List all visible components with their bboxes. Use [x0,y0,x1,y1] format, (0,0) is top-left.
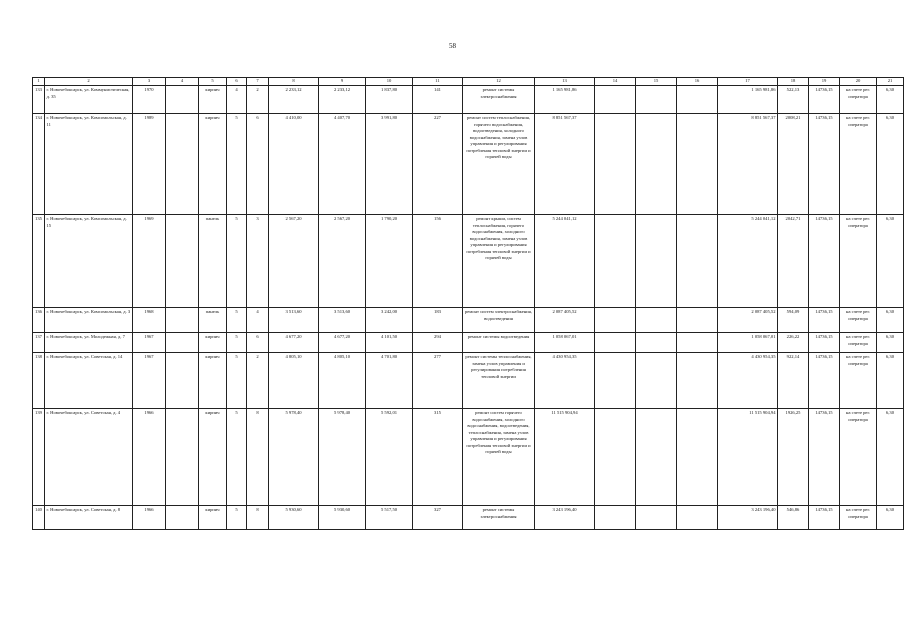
works-cell: ремонт систем горячего водоснабжения, холодного водоснабжения, водоотведения, теплоснабжения, замена узлов управления и регулирования потребления тепловой энергии и горячей воды [463,409,535,506]
col14-cell [595,215,636,308]
wall-material-cell: кирпич [199,353,227,409]
header-cell: 5 [199,78,227,86]
wall-material-cell: кирпич [199,409,227,506]
col15-cell [636,409,677,506]
fund-method-cell: на счете рег. оператора [840,409,877,506]
year-cell: 1967 [133,333,166,353]
address-cell: г. Новочебоксарск, ул. Молодежная, д. 7 [45,333,133,353]
header-cell: 15 [636,78,677,86]
area-cell: 4 407,70 [319,114,366,215]
table-row [33,506,904,530]
col16-cell [677,308,718,333]
total-cost-cell: 1 058 067,01 [718,333,778,353]
col16-cell [677,215,718,308]
works-cell: ремонт крыши, систем теплоснабжения, горячего водоснабжения, холодного водоснабжения, замена узлов управления и регулирования потребления тепловой энергии и горячей воды [463,215,535,308]
col4-cell [166,506,199,530]
header-cell: 17 [718,78,778,86]
row-number: 136 [33,308,45,333]
header-cell: 21 [877,78,904,86]
col16-cell [677,506,718,530]
works-cell: ремонт системы теплоснабжения, замена узлов управления и регулирования потребления тепловой энергии [463,353,535,409]
col14-cell [595,506,636,530]
col15-cell [636,308,677,333]
row-number: 139 [33,409,45,506]
table-row [33,114,904,215]
year-cell: 1989 [133,114,166,215]
total-area-cell: 5 978,40 [269,409,319,506]
term-cell: 6,30 [877,86,904,114]
col14-cell [595,333,636,353]
floors-cell: 5 [227,409,247,506]
term-cell: 6,30 [877,333,904,353]
fund-method-cell: на счете рег. оператора [840,333,877,353]
col15-cell [636,353,677,409]
year-cell: 1966 [133,506,166,530]
entrances-cell: 8 [247,409,269,506]
header-cell: 10 [366,78,413,86]
header-cell: 11 [413,78,463,86]
col16-cell [677,333,718,353]
address-cell: г. Новочебоксарск, ул. Коммунистическая, д. 35 [45,86,133,114]
area-cell: 5 930,60 [319,506,366,530]
fund-method-cell: на счете рег. оператора [840,308,877,333]
limit-cost-cell: 14736,15 [809,506,840,530]
year-cell: 1966 [133,409,166,506]
total-area-cell: 3 513,60 [269,308,319,333]
header-cell: 8 [269,78,319,86]
year-cell: 1967 [133,353,166,409]
living-area-cell: 5 517,50 [366,506,413,530]
term-cell: 6,30 [877,506,904,530]
col4-cell [166,308,199,333]
total-area-cell: 4 677,20 [269,333,319,353]
total-area-cell: 4 410,00 [269,114,319,215]
entrances-cell: 3 [247,215,269,308]
header-cell: 13 [535,78,595,86]
col4-cell [166,333,199,353]
residents-cell: 294 [413,333,463,353]
area-cell: 2 567,20 [319,215,366,308]
row-number: 135 [33,215,45,308]
total-cost-cell: 2 087 405,52 [718,308,778,333]
year-cell: 1969 [133,215,166,308]
fund-method-cell: на счете рег. оператора [840,353,877,409]
header-cell: 19 [809,78,840,86]
living-area-cell: 1 790,20 [366,215,413,308]
header-cell: 20 [840,78,877,86]
col16-cell [677,353,718,409]
fund-method-cell: на счете рег. оператора [840,506,877,530]
cost-cell: 5 244 041,12 [535,215,595,308]
entrances-cell: 6 [247,333,269,353]
col16-cell [677,114,718,215]
residents-cell: 183 [413,308,463,333]
table-row [33,353,904,409]
floors-cell: 5 [227,333,247,353]
year-cell: 1968 [133,308,166,333]
table-row [33,215,904,308]
col15-cell [636,114,677,215]
floors-cell: 5 [227,114,247,215]
col15-cell [636,333,677,353]
cost-per-m2-cell: 2008,21 [778,114,809,215]
living-area-cell: 4 701,80 [366,353,413,409]
area-cell: 4 677,20 [319,333,366,353]
floors-cell: 5 [227,308,247,333]
header-cell: 4 [166,78,199,86]
address-cell: г. Новочебоксарск, ул. Комсомольская, д. 15 [45,215,133,308]
entrances-cell: 2 [247,86,269,114]
address-cell: г. Новочебоксарск, ул. Советская, д. 14 [45,353,133,409]
area-cell: 5 978,40 [319,409,366,506]
row-number: 138 [33,353,45,409]
cost-per-m2-cell: 2042,71 [778,215,809,308]
cost-per-m2-cell: 546,86 [778,506,809,530]
fund-method-cell: на счете рег. оператора [840,114,877,215]
total-cost-cell: 1 165 981,86 [718,86,778,114]
entrances-cell: 4 [247,308,269,333]
row-number: 134 [33,114,45,215]
row-number: 140 [33,506,45,530]
col14-cell [595,86,636,114]
works-cell: ремонт системы водоотведения [463,333,535,353]
cost-per-m2-cell: 922,14 [778,353,809,409]
cost-cell: 4 430 954,35 [535,353,595,409]
area-cell: 3 513,60 [319,308,366,333]
year-cell: 1970 [133,86,166,114]
cost-per-m2-cell: 594,09 [778,308,809,333]
col14-cell [595,353,636,409]
wall-material-cell: кирпич [199,114,227,215]
address-cell: г. Новочебоксарск, ул. Советская, д. 4 [45,409,133,506]
living-area-cell: 3 991,80 [366,114,413,215]
term-cell: 6,30 [877,215,904,308]
col14-cell [595,114,636,215]
total-cost-cell: 8 851 567,37 [718,114,778,215]
total-cost-cell: 4 430 954,35 [718,353,778,409]
residents-cell: 327 [413,506,463,530]
col15-cell [636,506,677,530]
header-cell: 1 [33,78,45,86]
limit-cost-cell: 14736,15 [809,409,840,506]
total-cost-cell: 11 515 904,94 [718,409,778,506]
wall-material-cell: панель [199,215,227,308]
total-cost-cell: 3 243 196,40 [718,506,778,530]
table-row [33,409,904,506]
col15-cell [636,215,677,308]
term-cell: 6,30 [877,353,904,409]
works-cell: ремонт системы электроснабжения [463,86,535,114]
area-cell: 2 233,12 [319,86,366,114]
address-cell: г. Новочебоксарск, ул. Комсомольская, д. 3 [45,308,133,333]
col14-cell [595,308,636,333]
cost-cell: 11 515 904,94 [535,409,595,506]
header-cell: 18 [778,78,809,86]
table-row [33,333,904,353]
residents-cell: 156 [413,215,463,308]
col4-cell [166,353,199,409]
table-row [33,308,904,333]
area-cell: 4 805,10 [319,353,366,409]
col16-cell [677,86,718,114]
living-area-cell: 3 242,00 [366,308,413,333]
header-cell: 6 [227,78,247,86]
wall-material-cell: кирпич [199,333,227,353]
total-area-cell: 5 930,60 [269,506,319,530]
term-cell: 6,30 [877,114,904,215]
entrances-cell: 2 [247,353,269,409]
residents-cell: 227 [413,114,463,215]
header-cell: 7 [247,78,269,86]
total-cost-cell: 5 244 041,12 [718,215,778,308]
housing-repair-table [32,77,904,530]
floors-cell: 5 [227,506,247,530]
header-cell: 2 [45,78,133,86]
col14-cell [595,409,636,506]
living-area-cell: 4 101,50 [366,333,413,353]
limit-cost-cell: 14736,15 [809,215,840,308]
col15-cell [636,86,677,114]
entrances-cell: 6 [247,114,269,215]
term-cell: 6,30 [877,409,904,506]
works-cell: ремонт системы электроснабжения [463,506,535,530]
cost-cell: 8 851 567,37 [535,114,595,215]
residents-cell: 141 [413,86,463,114]
total-area-cell: 4 805,10 [269,353,319,409]
entrances-cell: 8 [247,506,269,530]
table-row [33,86,904,114]
limit-cost-cell: 14736,15 [809,114,840,215]
total-area-cell: 2 233,12 [269,86,319,114]
fund-method-cell: на счете рег. оператора [840,215,877,308]
limit-cost-cell: 14736,15 [809,353,840,409]
limit-cost-cell: 14736,15 [809,308,840,333]
col4-cell [166,114,199,215]
fund-method-cell: на счете рег. оператора [840,86,877,114]
living-area-cell: 5 592,01 [366,409,413,506]
wall-material-cell: кирпич [199,86,227,114]
term-cell: 6,30 [877,308,904,333]
header-cell: 3 [133,78,166,86]
row-number: 133 [33,86,45,114]
total-area-cell: 2 567,20 [269,215,319,308]
cost-cell: 1 058 067,01 [535,333,595,353]
wall-material-cell: кирпич [199,506,227,530]
cost-per-m2-cell: 226,22 [778,333,809,353]
living-area-cell: 1 837,80 [366,86,413,114]
floors-cell: 4 [227,86,247,114]
floors-cell: 5 [227,353,247,409]
cost-cell: 1 165 981,86 [535,86,595,114]
address-cell: г. Новочебоксарск, ул. Советская, д. 8 [45,506,133,530]
floors-cell: 5 [227,215,247,308]
residents-cell: 277 [413,353,463,409]
row-number: 137 [33,333,45,353]
wall-material-cell: панель [199,308,227,333]
header-cell: 9 [319,78,366,86]
col4-cell [166,86,199,114]
residents-cell: 315 [413,409,463,506]
header-cell: 14 [595,78,636,86]
works-cell: ремонт систем электроснабжения, водоотведения [463,308,535,333]
works-cell: ремонт систем теплоснабжения, горячего водоснабжения, водоотведения, холодного водоснабжения, замена узлов управления и регулирования потребления тепловой энергии и горячей воды [463,114,535,215]
cost-cell: 3 243 196,40 [535,506,595,530]
cost-per-m2-cell: 1926,25 [778,409,809,506]
cost-cell: 2 087 405,52 [535,308,595,333]
col4-cell [166,409,199,506]
header-row [33,78,904,86]
header-cell: 16 [677,78,718,86]
limit-cost-cell: 14736,15 [809,333,840,353]
limit-cost-cell: 14736,15 [809,86,840,114]
page-number: 58 [449,42,456,50]
address-cell: г. Новочебоксарск, ул. Комсомольская, д. 11 [45,114,133,215]
col4-cell [166,215,199,308]
cost-per-m2-cell: 522,13 [778,86,809,114]
header-cell: 12 [463,78,535,86]
col16-cell [677,409,718,506]
